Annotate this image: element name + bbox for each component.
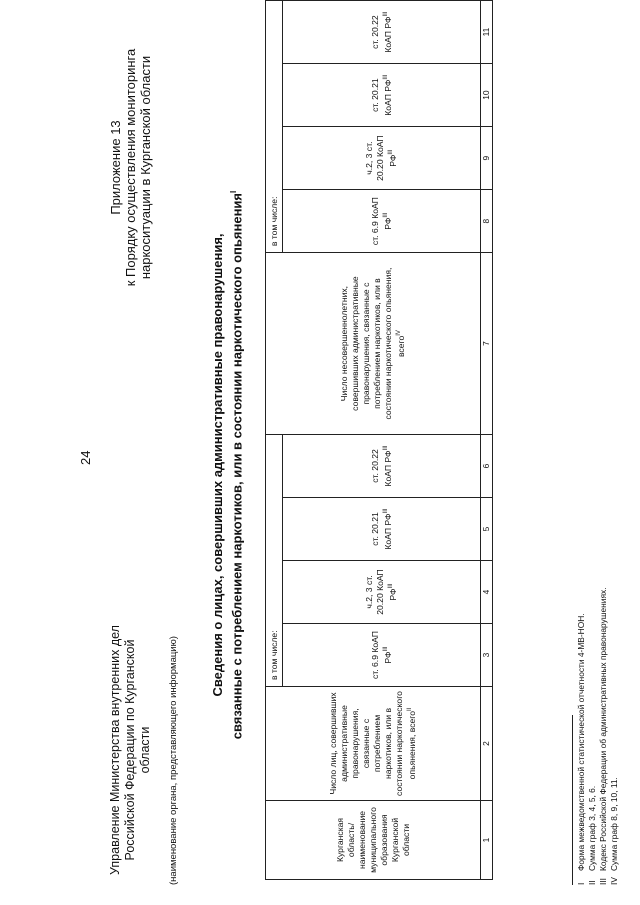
sub-header-text: ст. 6.9 КоАП РФ (369, 197, 393, 246)
group-label-1: в том числе: (266, 434, 283, 686)
sub-header-text: ст. 20.22 КоАП РФ (369, 15, 393, 53)
appendix-heading (108, 15, 153, 320)
organization-line-3: области (138, 726, 152, 774)
title-line-2 (226, 115, 245, 815)
footnote-1 (576, 613, 586, 885)
sub-header-art-20-22-minors (283, 1, 481, 64)
appendix-line-1: Приложение 13 (108, 120, 123, 215)
column-number: 11 (481, 1, 493, 64)
footnote-mark: IV (609, 877, 619, 885)
sub-header-mark: III (382, 646, 389, 652)
sub-header-art-6-9-minors (283, 190, 481, 253)
sub-header-mark: III (382, 11, 389, 17)
column-number: 4 (481, 561, 493, 624)
page-number: 24 (78, 450, 93, 465)
group-label-2: в том числе: (266, 1, 283, 253)
sub-header-mark: III (382, 445, 389, 451)
column-number: 1 (481, 800, 493, 879)
title-line-1: Сведения о лицах, совершивших административные правонарушения, (210, 233, 225, 697)
col7-header (266, 253, 481, 435)
organization-name (108, 615, 153, 885)
sub-header-art-20-21-minors (283, 64, 481, 127)
footnote-separator (572, 715, 573, 885)
sub-header-art-20-20 (283, 561, 481, 624)
column-number: 9 (481, 127, 493, 190)
sub-header-art-20-20-minors (283, 127, 481, 190)
column-number: 7 (481, 253, 493, 435)
sub-header-mark: III (382, 508, 389, 514)
title-footnote-mark: I (229, 190, 238, 193)
organization-line-1: Управление Министерства внутренних дел (108, 625, 122, 875)
col2-header (266, 687, 481, 801)
sub-header-text: ст. 20.21 КоАП РФ (369, 78, 393, 116)
column-number: 2 (481, 687, 493, 801)
title-line-2-text: связанные с потреблением наркотиков, или в состоянии наркотического опьянения (229, 192, 245, 740)
column-number-row (481, 1, 493, 880)
sub-header-mark: III (388, 149, 395, 155)
sub-header-mark: III (388, 583, 395, 589)
sub-header-text: ст. 6.9 КоАП РФ (369, 631, 393, 680)
col2-header-text: Число лиц, совершивших административные правонарушения, связанные с потреблением наркотиков, или в состоянии наркотического опьянения, всего (328, 691, 417, 796)
sub-header-art-20-21 (283, 497, 481, 560)
report-table (265, 0, 493, 880)
column-number: 5 (481, 497, 493, 560)
footnote-3 (598, 587, 608, 885)
footnote-text: Форма межведомственной статистической отчетности 4-МВ-НОН. (576, 613, 586, 871)
sub-header-art-20-22 (283, 434, 481, 497)
sub-header-text: ч.2, 3 ст. 20.20 КоАП РФ (364, 135, 398, 181)
col1-header: Курганская область/ наименование муниципального образования Курганской области (266, 800, 481, 879)
document-title (210, 115, 245, 815)
footnote-4 (609, 777, 619, 885)
organization-line-2: Российской Федерации по Курганской (123, 639, 137, 861)
footnote-text: Сумма граф 8, 9, 10, 11. (609, 777, 619, 871)
sub-header-art-6-9 (283, 624, 481, 687)
col2-header-mark: II (407, 707, 414, 711)
appendix-line-3: наркоситуации в Курганской области (138, 55, 153, 280)
header-row-1 (266, 1, 283, 880)
footnote-mark: III (598, 878, 608, 885)
organization-note: (наименование органа, представляющего информацию) (168, 636, 179, 885)
footnote-text: Сумма граф 3, 4, 5, 6. (587, 785, 597, 871)
sub-header-mark: III (382, 212, 389, 218)
sub-header-text: ч.2, 3 ст. 20.20 КоАП РФ (364, 569, 398, 615)
column-number: 10 (481, 64, 493, 127)
col7-header-mark: IV (396, 330, 403, 336)
footnote-mark: II (587, 880, 597, 885)
column-number: 6 (481, 434, 493, 497)
sub-header-text: ст. 20.21 КоАП РФ (369, 512, 393, 550)
sub-header-mark: III (382, 74, 389, 80)
footnote-2 (587, 786, 597, 885)
footnote-mark: I (576, 882, 586, 885)
sub-header-text: ст. 20.22 КоАП РФ (369, 449, 393, 487)
column-number: 8 (481, 190, 493, 253)
appendix-line-2: к Порядку осуществления мониторинга (123, 48, 138, 287)
col7-header-text: Число несовершеннолетних, совершивших административные правонарушения, связанные с потреблением наркотиков, или в состоянии наркотического опьянения, всего (339, 267, 406, 420)
footnote-text: Кодекс Российской Федерации об административных правонарушениях. (598, 587, 608, 871)
column-number: 3 (481, 624, 493, 687)
